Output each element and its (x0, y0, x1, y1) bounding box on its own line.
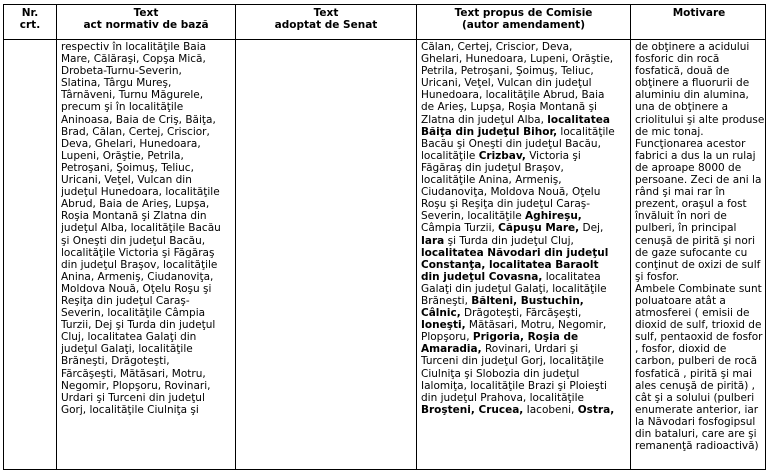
motivation-line: una de obţinere a (635, 101, 729, 114)
commission-text-fragment: Victoria şi (525, 149, 581, 162)
motivation-line: enumerate anterior, iar (635, 403, 759, 416)
motivation-line: fosfatică, două de (635, 65, 730, 78)
commission-text-fragment: Hunedoara, localităţile Abrud, Baia (421, 89, 605, 102)
motivation-line: obţinere a fluorurii de (635, 77, 750, 90)
commission-text-fragment: Brăneşti, (421, 294, 472, 307)
column-divider (235, 5, 236, 469)
commission-text-line (421, 404, 627, 416)
commission-text-line (421, 247, 627, 259)
amendment-highlight: Bălteni, Bustuchin, (471, 294, 584, 307)
base-text-line: Lupeni, Orăştie, Petrila, (61, 149, 184, 162)
motivation-line: cenuşă de pirită şi nori (635, 234, 755, 247)
motivation-line: Funcţionarea acestor (635, 137, 746, 150)
amendment-highlight: localitatea Năvodari din judeţul (421, 246, 609, 259)
motivation-line: persoane. Zeci de ani la (635, 174, 762, 187)
base-text-line: Brăneşti, Drăgoteşti, (61, 355, 170, 368)
base-text-line: judeţul Hunedoara, localităţile (61, 186, 220, 199)
commission-text-line (421, 174, 627, 186)
commission-text-fragment: Dej, (579, 222, 604, 235)
amendment-highlight: Câlnic, (421, 307, 461, 320)
base-text-line: Turzii, Dej şi Turda din judeţul (61, 319, 216, 332)
commission-text-line (421, 368, 627, 380)
header-base-line2: act normativ de bază (83, 19, 209, 31)
motivation-line: de aproape 8000 de (635, 161, 742, 174)
motivation-line: atmosferei ( emisii de (635, 307, 750, 320)
amendment-highlight: din judeţul Covasna, (421, 270, 543, 283)
commission-text-line (421, 392, 627, 404)
commission-text-line (421, 307, 627, 319)
header-motivation (631, 5, 766, 39)
commission-text-line (421, 259, 627, 271)
amendment-highlight: Broşteni, Crucea, (421, 403, 524, 416)
header-nr-crt (4, 5, 56, 39)
motivation-line: Ambele Combinate sunt (635, 282, 762, 295)
base-text-line: Negomir, Plopşoru, Rovinari, (61, 379, 211, 392)
header-base-line1: Text (133, 7, 159, 19)
cell-base-text (58, 41, 232, 469)
base-text-line: Abrud, Baia de Arieş, Lupşa, (61, 198, 210, 211)
commission-text-line (421, 222, 627, 234)
commission-text-fragment: Roşu şi Reşiţa din judeţul Caraş- (421, 198, 591, 211)
amendment-highlight: Ioneşti, (421, 319, 466, 332)
commission-text-line (421, 89, 627, 101)
commission-text-fragment: Călan, Certej, Criscior, Deva, (421, 41, 573, 53)
base-text-line: judeţul Alba, localităţile Bacău (61, 222, 221, 235)
commission-text-fragment: Rovinari, Urdari şi (481, 343, 579, 356)
base-text-line: Gorj, localităţile Ciulniţa şi (61, 403, 199, 416)
base-text-line: Petroşani, Şoimuş, Teliuc, (61, 161, 194, 174)
motivation-line: de mic tonaj. (635, 125, 704, 138)
amendment-highlight: Constanţa, localitatea Baraolt (421, 258, 599, 271)
base-text-line: respectiv în localităţile Baia (61, 41, 207, 53)
amendment-highlight: Crizbav, (478, 149, 526, 162)
commission-text-line (421, 355, 627, 367)
header-senate-line2: adoptat de Senat (274, 19, 378, 31)
motivation-line: şi fosfor. (635, 270, 680, 283)
header-nr-line2: crt. (19, 19, 41, 31)
amendment-highlight: localitatea (547, 113, 610, 126)
base-text-line: precum şi în localităţile (61, 101, 184, 114)
amendment-highlight: Aghireşu, (525, 210, 582, 223)
base-text-line: şi Oneşti din judeţul Bacău, (61, 234, 206, 247)
header-motivation-line1: Motivare (672, 7, 726, 19)
commission-text-line (421, 343, 627, 355)
commission-text-line (421, 235, 627, 247)
commission-text-fragment: din judeţul Prahova, localităţile (421, 391, 584, 404)
commission-text-line (421, 138, 627, 150)
commission-text-fragment: Uricani, Veţel, Vulcan din judeţul (421, 77, 592, 90)
base-text-line: Moldova Nouă, Oţelu Roşu şi (61, 282, 212, 295)
column-divider (416, 5, 417, 469)
commission-text-line (421, 380, 627, 392)
commission-text-fragment: localităţile (557, 125, 615, 138)
commission-text-line (421, 150, 627, 162)
commission-text-line (421, 126, 627, 138)
header-nr-line1: Nr. (21, 7, 39, 19)
commission-text-line (421, 283, 627, 295)
base-text-line: Severin, localităţile Câmpia (61, 307, 206, 320)
motivation-line: ales cenuşă de pirită) , (635, 379, 756, 392)
commission-text-fragment: Ciudanoviţa, Moldova Nouă, Oţelu (421, 186, 601, 199)
commission-text-fragment: Iacobeni, (523, 403, 578, 416)
commission-text-line (421, 319, 627, 331)
amendment-highlight: Amaradia, (421, 343, 482, 356)
motivation-line: prezent, oraşul a fost (635, 198, 747, 211)
header-senate-line1: Text (313, 7, 339, 19)
base-text-line: Deva, Ghelari, Hunedoara, (61, 137, 201, 150)
base-text-line: Târnăveni, Turnu Măgurele, (61, 89, 204, 102)
commission-text-line (421, 53, 627, 65)
motivation-line: carbon, pulberi de rocă (635, 355, 758, 368)
motivation-line: de obţinere a acidului (635, 41, 750, 53)
base-text-line: Uricani, Veţel, Vulcan din (61, 174, 192, 187)
motivation-line: de gaze sufocante cu (635, 246, 748, 259)
commission-text-fragment: localităţile Anina, Armeniş, (421, 174, 562, 187)
commission-text-fragment: localitatea (542, 270, 601, 283)
commission-text-fragment: Zlatna din judeţul Alba, (421, 113, 548, 126)
motivation-line: dioxid de sulf, trioxid de (635, 319, 762, 332)
base-text-line: Mare, Călăraşi, Copşa Mică, (61, 53, 206, 66)
motivation-line: remanenţă radioactivă) (635, 440, 759, 453)
base-text-line: Aninoasa, Baia de Criş, Băiţa, (61, 113, 216, 126)
commission-text-line (421, 41, 627, 53)
commission-text-line (421, 65, 627, 77)
commission-text-fragment: Plopşoru, (421, 331, 473, 344)
motivation-line: fabrici a dus la un rulaj (635, 149, 756, 162)
commission-text-fragment: localităţile (421, 149, 479, 162)
motivation-line: cât şi a solului (pulberi (635, 391, 755, 404)
cell-motivation (632, 41, 766, 469)
base-text-line: Anina, Armeniş, Ciudanoviţa, (61, 270, 214, 283)
commission-text-line (421, 198, 627, 210)
commission-text-fragment: Ialomiţa, localităţile Brazi şi Ploieşti (421, 379, 607, 392)
motivation-line: criolitului şi alte produse (635, 113, 764, 126)
amendment-highlight: Băiţa din judeţul Bihor, (421, 125, 558, 138)
column-divider (56, 5, 57, 469)
commission-text-line (421, 114, 627, 126)
base-text-line: Slatina, Târgu Mureş, (61, 77, 172, 90)
motivation-line: fosforic din rocă (635, 53, 720, 66)
commission-text-fragment: de Arieş, Lupşa, Roşia Montană şi (421, 101, 597, 114)
base-text-line: Fărcăşeşti, Mătăsari, Motru, (61, 367, 206, 380)
commission-text-fragment: Ciulniţa şi Slobozia din judeţul (421, 367, 580, 380)
motivation-line: rând şi mai rar în (635, 186, 726, 199)
amendment-highlight: Căpuşu Mare, (498, 222, 580, 235)
motivation-line: sulf, pentaoxid de fosfor (635, 331, 763, 344)
header-senate-text (236, 5, 416, 39)
motivation-line: la Năvodari fosfogipsul (635, 415, 756, 428)
commission-text-line (421, 331, 627, 343)
base-text-line: judeţul Galaţi, localităţile (61, 343, 193, 356)
commission-text-fragment: Mătăsari, Motru, Negomir, (465, 319, 607, 332)
base-text-line: localităţile Victoria şi Făgăraş (61, 246, 215, 259)
commission-text-fragment: Severin, localităţile (421, 210, 526, 223)
amendment-highlight: Iara (421, 234, 445, 247)
motivation-line: conţinut de oxizi de sulf (635, 258, 761, 271)
base-text-line: Reşiţa din judeţul Caraş- (61, 294, 190, 307)
base-text-line: din judeţul Braşov, localităţile (61, 258, 218, 271)
motivation-line: , fosfor, dioxid de (635, 343, 727, 356)
header-commission-line1: Text propus de Comisie (454, 7, 593, 19)
commission-text-line (421, 77, 627, 89)
motivation-line: pulberi, în principal (635, 222, 737, 235)
amendment-highlight: Ostra, (577, 403, 615, 416)
commission-text-line (421, 271, 627, 283)
motivation-line: fosfatică , pirită şi mai (635, 367, 752, 380)
base-text-line: Brad, Călan, Certej, Criscior, (61, 125, 210, 138)
commission-text-fragment: Bacău şi Oneşti din judeţul Bacău, (421, 137, 601, 150)
commission-text-line (421, 101, 627, 113)
commission-text-fragment: Ghelari, Hunedoara, Lupeni, Orăştie, (421, 53, 614, 66)
amendment-highlight: Prigoria, Roşia de (472, 331, 579, 344)
commission-text-fragment: Drăgoteşti, Fărcăşeşti, (460, 307, 582, 320)
motivation-line: din bataluri, care are şi (635, 428, 757, 440)
motivation-line: învăluit în nori de (635, 210, 727, 223)
header-base-text (57, 5, 235, 39)
commission-text-fragment: Galaţi din judeţul Galaţi, localităţile (421, 282, 607, 295)
cell-commission-text (418, 41, 630, 469)
motivation-line: poluatoare atât a (635, 294, 726, 307)
commission-text-fragment: Câmpia Turzii, (421, 222, 499, 235)
base-text-line: Roşia Montană şi Zlatna din (61, 210, 207, 223)
amendment-table (3, 4, 766, 470)
commission-text-line (421, 186, 627, 198)
header-commission-text (417, 5, 630, 39)
commission-text-fragment: Făgăraş din judeţul Braşov, (421, 161, 564, 174)
commission-text-fragment: Petrila, Petroşani, Şoimuş, Teliuc, (421, 65, 594, 78)
commission-text-line (421, 295, 627, 307)
base-text-line: Urdari şi Turceni din judeţul (61, 391, 205, 404)
commission-text-fragment: Turceni din judeţul Gorj, localităţile (421, 355, 604, 368)
header-divider (4, 39, 765, 40)
base-text-line: Drobeta-Turnu-Severin, (61, 65, 182, 78)
motivation-line: aluminiu din alumina, (635, 89, 749, 102)
base-text-line: Cluj, localitatea Galaţi din (61, 331, 197, 344)
column-divider (630, 5, 631, 469)
commission-text-line (421, 210, 627, 222)
header-commission-line2: (autor amendament) (461, 19, 585, 31)
commission-text-fragment: şi Turda din judeţul Cluj, (444, 234, 574, 247)
commission-text-line (421, 162, 627, 174)
